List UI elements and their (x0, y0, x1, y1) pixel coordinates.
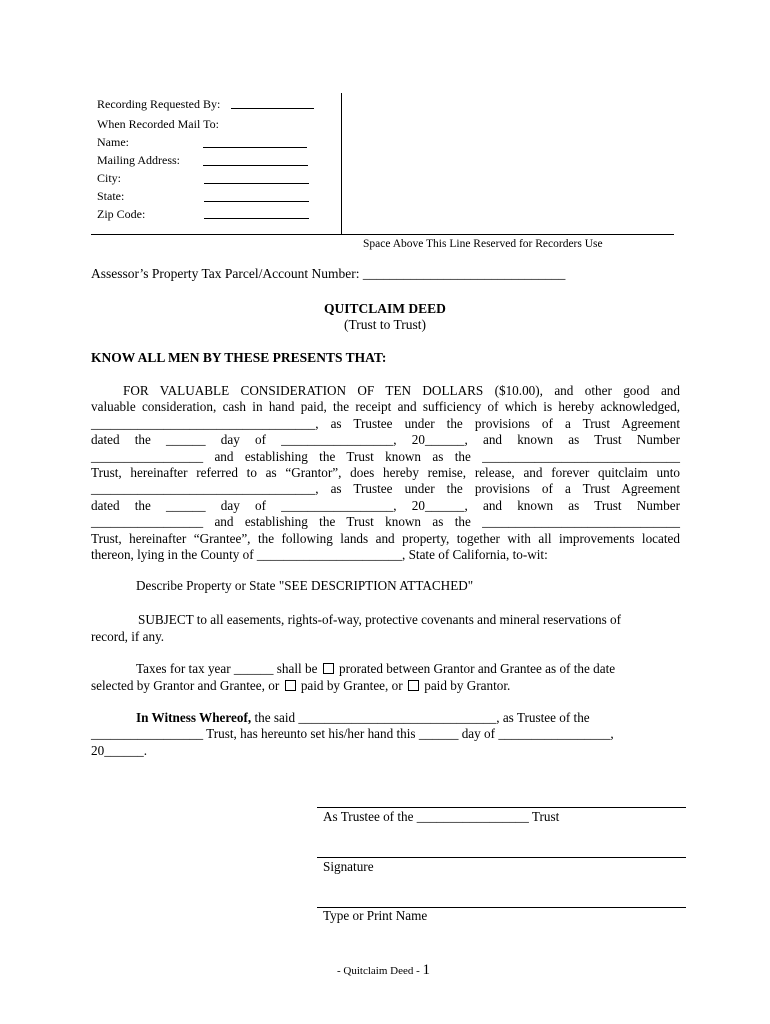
subject-line-2: record, if any. (91, 629, 165, 644)
know-all-heading: KNOW ALL MEN BY THESE PRESENTS THAT: (91, 350, 387, 365)
body-line: Trust, hereinafter “Grantee”, the following lands and property, together with all improvements located (91, 530, 680, 546)
body-line: valuable consideration, cash in hand paid, the receipt and sufficiency of which is hereby acknowledged, (91, 399, 680, 415)
page-subtitle: (Trust to Trust) (343, 317, 427, 332)
name-label: Name: (97, 135, 129, 149)
witness-line-3: 20______. (91, 743, 148, 758)
reserved-label: Space Above This Line Reserved for Recorders Use (363, 238, 603, 250)
prorated-checkbox[interactable] (323, 663, 334, 674)
body-line: __________________________________, as Trustee under the provisions of a Trust Agreement (91, 415, 680, 431)
zip-code-label: Zip Code: (97, 207, 146, 221)
body-line: dated the ______ day of _________________, 20______, and known as Trust Number (91, 497, 680, 513)
signature-line[interactable] (317, 857, 686, 858)
taxes-text-a: Taxes for tax year ______ shall be (136, 661, 318, 676)
body-line: FOR VALUABLE CONSIDERATION OF TEN DOLLARS ($10.00), and other good and (123, 383, 680, 398)
body-line: _________________ and establishing the Trust known as the ______________________________ (91, 448, 680, 464)
taxes-text-e: paid by Grantor. (424, 678, 511, 693)
page-footer (337, 962, 430, 979)
zip-code-line[interactable] (204, 218, 309, 219)
signature-label: Signature (323, 859, 374, 874)
parcel-number: Assessor’s Property Tax Parcel/Account Number: ______________________________ (91, 266, 566, 281)
trustee-signature-line[interactable] (317, 807, 686, 808)
city-line[interactable] (204, 183, 309, 184)
mailing-address-line[interactable] (203, 165, 308, 166)
name-line[interactable] (203, 147, 307, 148)
paid-by-grantor-checkbox[interactable] (408, 680, 419, 691)
mailing-address-label: Mailing Address: (97, 153, 180, 167)
taxes-text-b: prorated between Grantor and Grantee as of the date (339, 661, 616, 676)
body-line: __________________________________, as Trustee under the provisions of a Trust Agreement (91, 481, 680, 497)
body-line: thereon, lying in the County of ______________________, State of California, to-wit: (91, 547, 548, 563)
body-line: _________________ and establishing the Trust known as the ______________________________ (91, 514, 680, 530)
witness-rest: the said ______________________________, as Trustee of the (251, 710, 590, 725)
describe-property: Describe Property or State "SEE DESCRIPTION ATTACHED" (136, 578, 474, 593)
as-trustee-label: As Trustee of the _________________ Trust (323, 809, 560, 824)
paid-by-grantee-checkbox[interactable] (285, 680, 296, 691)
witness-line-1 (136, 710, 590, 726)
city-label: City: (97, 171, 122, 185)
header-divider-vertical (341, 93, 342, 234)
conveyance-paragraph (91, 383, 680, 563)
body-line: Trust, hereinafter referred to as “Grantor”, does hereby remise, release, and forever quitclaim unto (91, 465, 680, 481)
taxes-text-c: selected by Grantor and Grantee, or (91, 678, 280, 693)
body-line: dated the ______ day of _________________, 20______, and known as Trust Number (91, 432, 680, 448)
when-recorded-label: When Recorded Mail To: (97, 117, 219, 131)
page-number: 1 (422, 962, 431, 978)
taxes-line-2 (91, 678, 510, 694)
state-label: State: (97, 189, 125, 203)
taxes-line-1 (136, 661, 615, 677)
witness-bold: In Witness Whereof, (136, 710, 252, 725)
recorders-line (91, 234, 674, 235)
page-title: QUITCLAIM DEED (324, 301, 446, 316)
state-line[interactable] (204, 201, 309, 202)
recording-requested-line[interactable] (231, 108, 314, 109)
subject-line-1: SUBJECT to all easements, rights-of-way, protective covenants and mineral reservations of (138, 612, 622, 627)
print-name-label: Type or Print Name (323, 908, 428, 923)
footer-label: - Quitclaim Deed - (337, 965, 420, 977)
witness-line-2: _________________ Trust, has hereunto set his/her hand this ______ day of _________________, (91, 726, 614, 741)
taxes-text-d: paid by Grantee, or (300, 678, 403, 693)
recording-requested-label: Recording Requested By: (97, 97, 221, 111)
